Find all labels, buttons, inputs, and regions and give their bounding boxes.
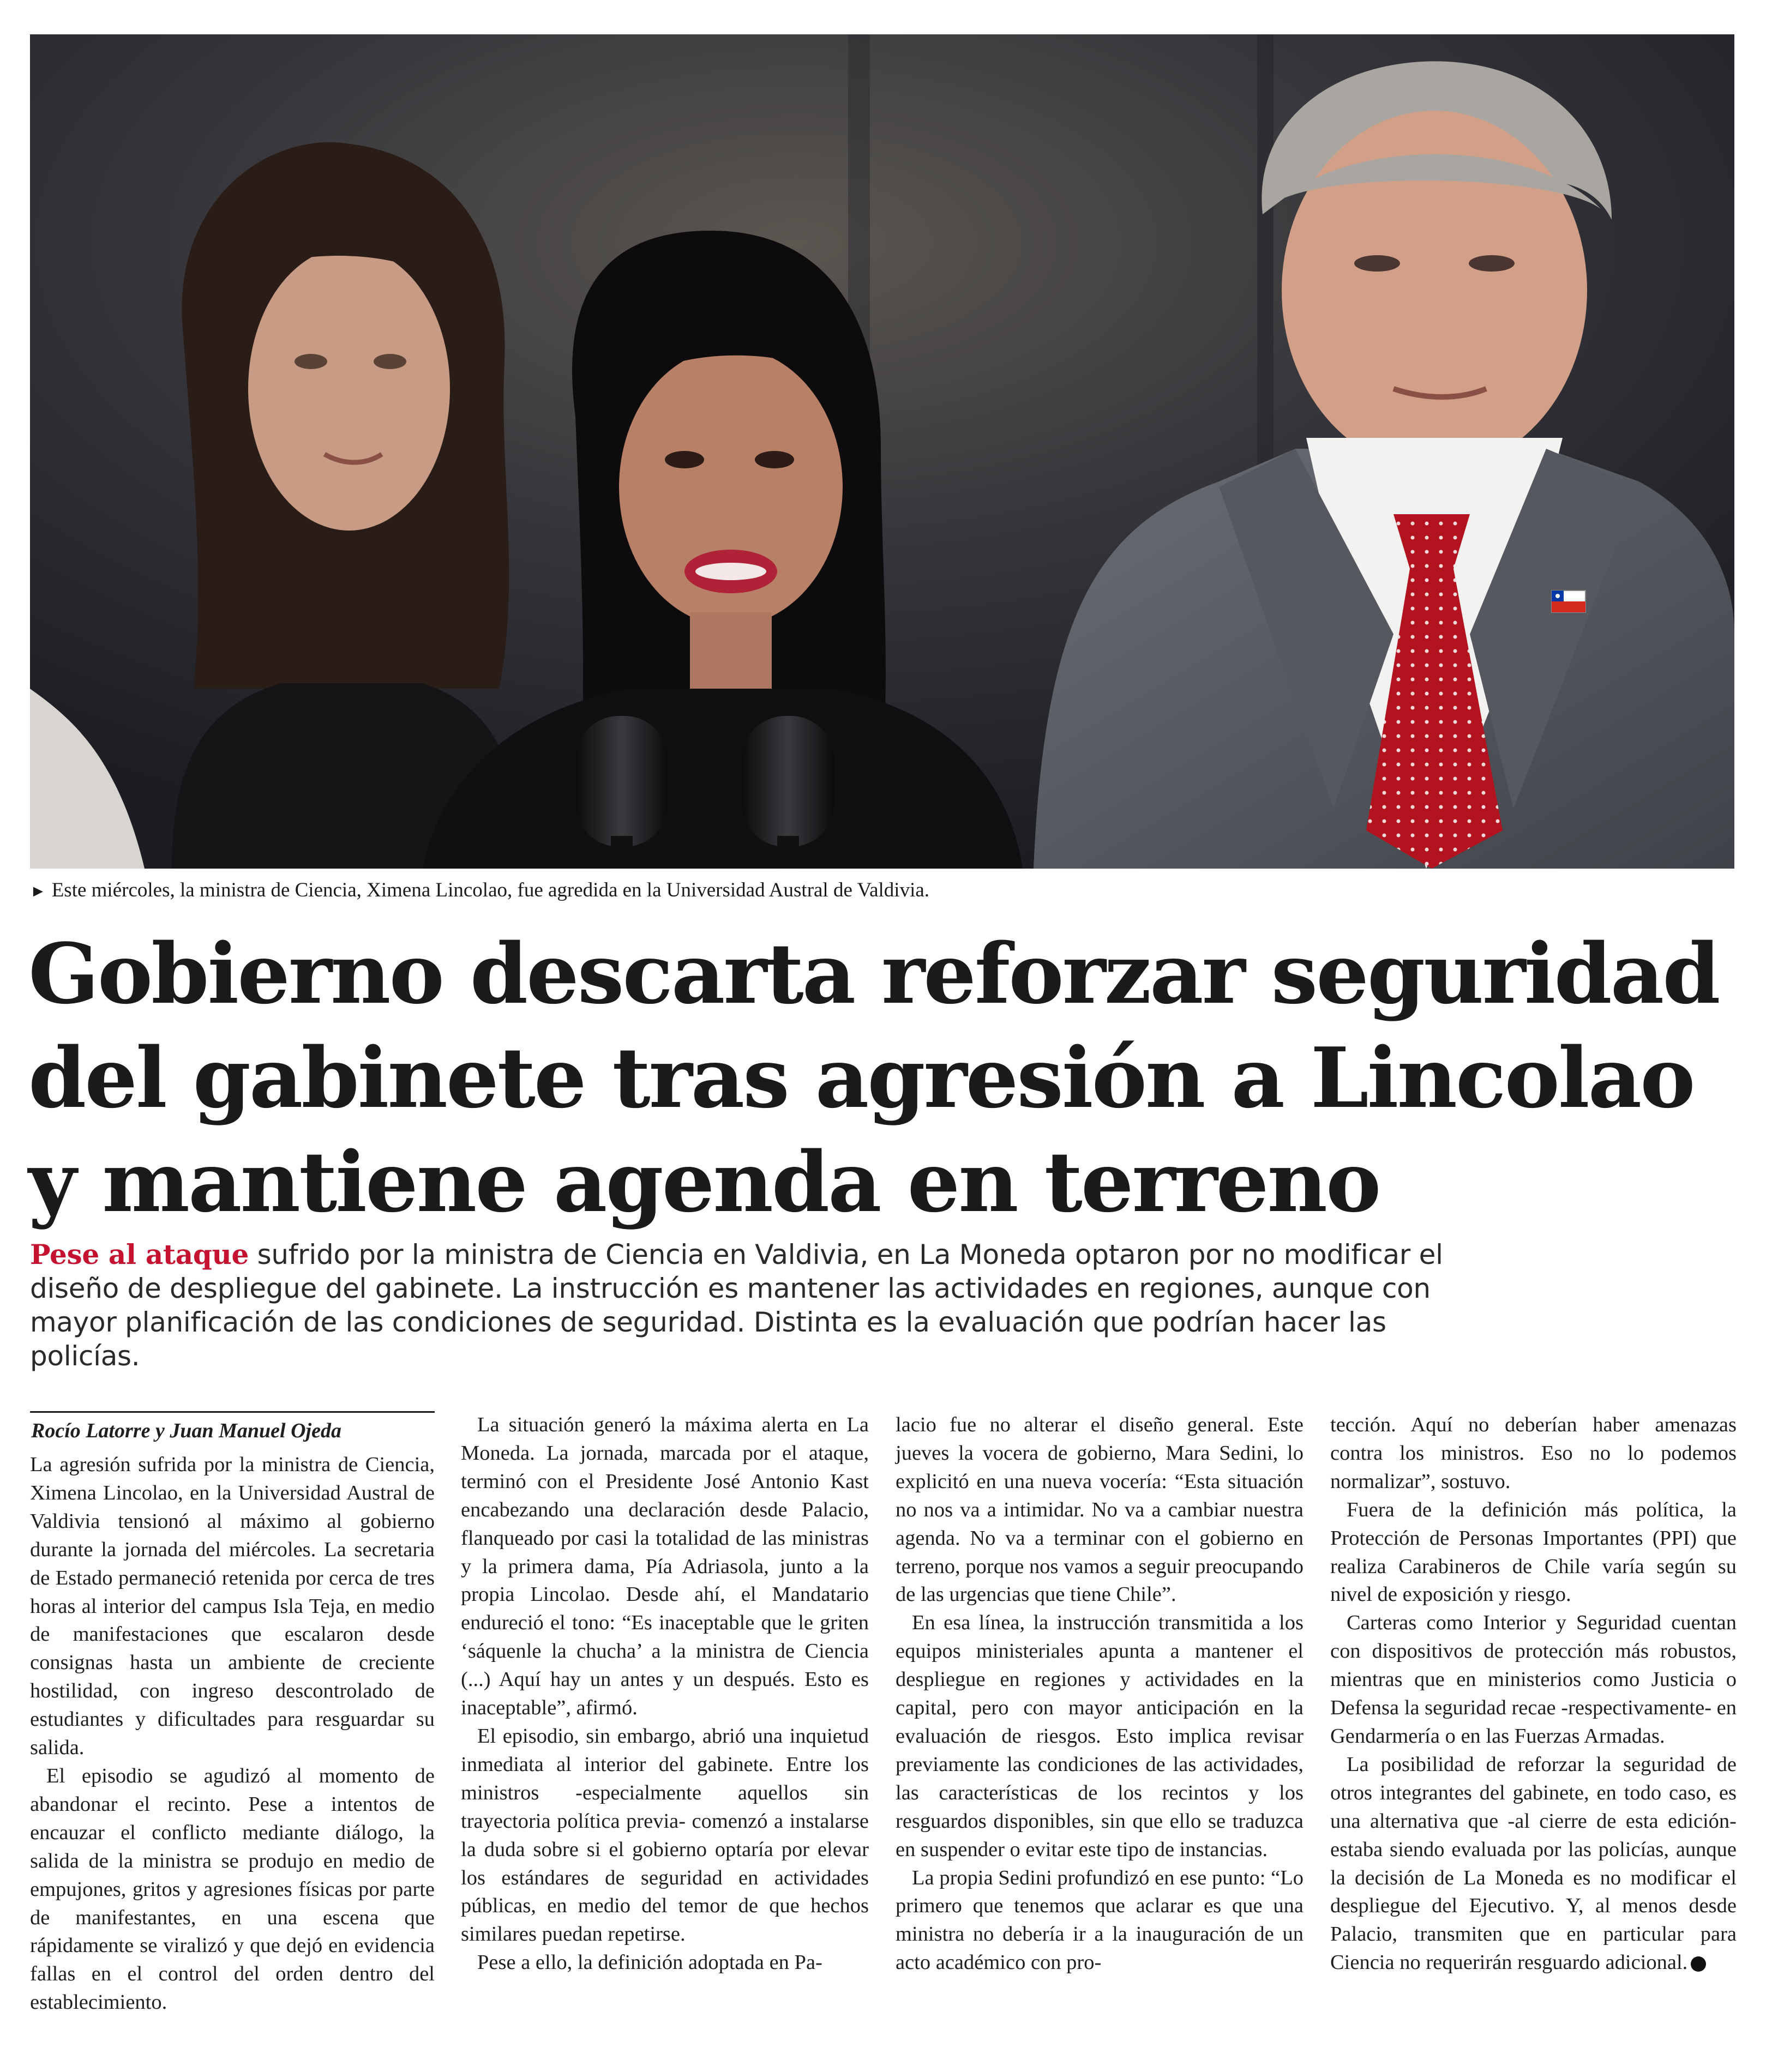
microphone-left-icon bbox=[575, 716, 668, 847]
photo-caption bbox=[30, 878, 1734, 904]
byline: Rocío Latorre y Juan Manuel Ojeda bbox=[31, 1419, 341, 1442]
article-column-4 bbox=[1330, 1411, 1737, 1977]
article-column-1 bbox=[30, 1411, 435, 2017]
article-column-2 bbox=[461, 1411, 869, 1977]
end-of-article-icon bbox=[1691, 1956, 1706, 1972]
lede-text: sufrido por la ministra de Ciencia en Valdivia, en La Moneda optaron por no modificar el diseño de despliegue del gabinete. La instrucción es mantener las actividades en regiones, aunque con mayor planificación de las condiciones de seguridad. Distinta es la evaluación que podrían hacer las policías. bbox=[30, 1239, 1443, 1372]
paragraph: Fuera de la definición más política, la Protección de Personas Importantes (PPI) que realiza Carabineros de Chile varía según su nivel de exposición y riesgo. bbox=[1330, 1498, 1737, 1606]
lede bbox=[30, 1238, 1503, 1373]
paragraph: Carteras como Interior y Seguridad cuentan con dispositivos de protección más robustos, mientras que en ministerios como Justicia o Defensa la seguridad recae -respectivamente- en Gendarmería o en las Fuerzas Armadas. bbox=[1330, 1611, 1737, 1748]
paragraph: La situación generó la máxima alerta en La Moneda. La jornada, marcada por el ataque, terminó con el Presidente José Antonio Kast encabezando una declaración desde Palacio, flanqueado por casi la totalidad de las ministras y la primera dama, Pía Adriasola, junto a la propia Lincolao. Desde ahí, el Mandatario endureció el tono: “Es inaceptable que le griten ‘sáquenle la chucha’ a la ministra de Ciencia (...) Aquí hay un antes y un después. Esto es inaceptable”, afirmó. bbox=[461, 1413, 869, 1720]
woman-left-face bbox=[248, 247, 450, 531]
paragraph: La agresión sufrida por la ministra de Ciencia, Ximena Lincolao, en la Universidad Austral de Valdivia tensionó al máximo al gobierno durante la jornada del miércoles. La secretaria de Estado permaneció retenida por cerca de tres horas al interior del campus Isla Teja, en medio de manifestaciones que escalaron desde consignas hasta un ambiente de creciente hostilidad, con ingreso descontrolado de estudiantes y dificultades para resguardar su salida. bbox=[30, 1453, 435, 1760]
microphone-right-icon bbox=[742, 716, 834, 847]
paragraph: El episodio se agudizó al momento de abandonar el recinto. Pese a intentos de encauzar el conflicto mediante diálogo, la salida de la ministra se produjo en medio de empujones, gritos y agresiones físicas por parte de manifestantes, en una escena que rápidamente se viralizó y que dejó en evidencia fallas en el control del orden dentro del establecimiento. bbox=[30, 1764, 435, 2014]
caption-text: Este miércoles, la ministra de Ciencia, Ximena Lincolao, fue agredida en la Universidad Austral de Valdivia. bbox=[51, 879, 930, 901]
article-column-3 bbox=[896, 1411, 1304, 1977]
headline-line-3: y mantiene agenda en terreno bbox=[28, 1133, 1380, 1231]
caption-marker-icon: ► bbox=[30, 882, 46, 900]
paragraph: El episodio, sin embargo, abrió una inquietud inmediata al interior del gabinete. Entre los ministros -especialmente aquellos sin trayectoria política previa- comenzó a instalarse la duda sobre si el gobierno optaría por elevar los estándares de seguridad en actividades públicas, en medio del temor de que hechos similares puedan repetirse. bbox=[461, 1724, 869, 1946]
paragraph: lacio fue no alterar el diseño general. Este jueves la vocera de gobierno, Mara Sedini, lo explicitó en una nueva vocería: “Esta situación no nos va a intimidar. No va a cambiar nuestra agenda. No va a terminar con el gobierno en terreno, porque nos vamos a seguir preocupando de las urgencias que tiene Chile”. bbox=[896, 1413, 1304, 1606]
headline-line-1: Gobierno descarta reforzar seguridad bbox=[28, 925, 1719, 1022]
paragraph: La propia Sedini profundizó en ese punto: “Lo primero que tenemos que aclarar es que una ministra no debería ir a la inauguración de un acto académico con pro- bbox=[896, 1866, 1304, 1974]
headline bbox=[28, 921, 1719, 1234]
lede-highlight: Pese al ataque bbox=[30, 1238, 249, 1270]
headline-line-2: del gabinete tras agresión a Lincolao bbox=[28, 1029, 1694, 1127]
paragraph: tección. Aquí no deberían haber amenazas contra los ministros. Eso no lo podemos normalizar”, sostuvo. bbox=[1330, 1413, 1737, 1493]
chile-flag-pin-icon bbox=[1552, 591, 1585, 612]
paragraph-final-text: La posibilidad de reforzar la seguridad de otros integrantes del gabinete, en todo caso, es una alternativa que -al cierre de esta edición- estaba siendo evaluada por las policías, aunque la decisión de La Moneda es no modificar el despliegue del Ejecutivo. Y, al menos desde Palacio, transmiten que en particular para Ciencia no requerirán resguardo adicional. bbox=[1330, 1752, 1737, 1974]
paragraph-final bbox=[1330, 1751, 1737, 1977]
press-photo bbox=[30, 34, 1734, 869]
paragraph: Pese a ello, la definición adoptada en Pa- bbox=[477, 1951, 822, 1974]
paragraph: En esa línea, la instrucción transmitida a los equipos ministeriales apunta a mantener el despliegue en regiones y actividades en la capital, pero con mayor anticipación en la evaluación de riesgos. Esto implica revisar previamente las condiciones de las actividades, las características de los recintos y los resguardos disponibles, sin que ello se traduzca en suspender o evitar este tipo de instancias. bbox=[896, 1611, 1304, 1861]
byline-rule bbox=[30, 1411, 435, 1444]
